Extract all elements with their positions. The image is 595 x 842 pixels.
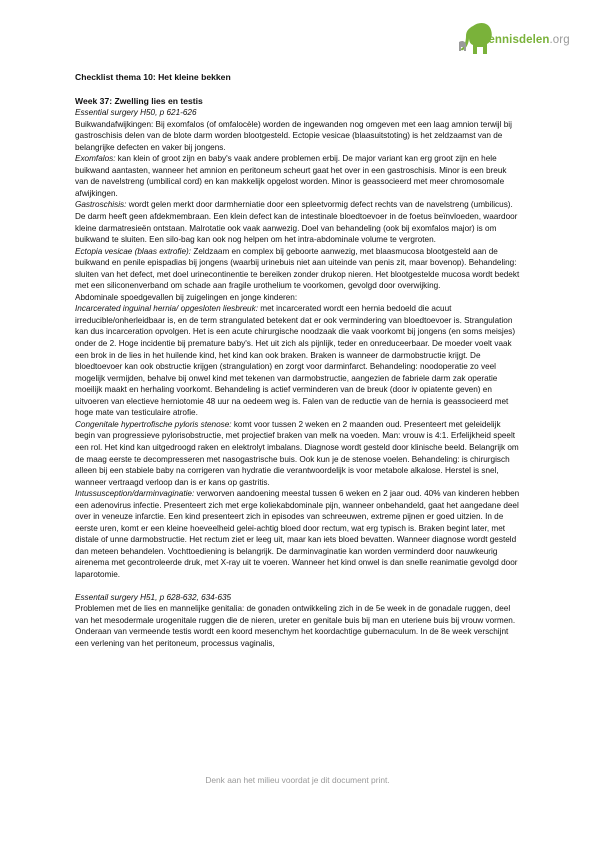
document-body <box>75 72 521 649</box>
paragraph-pyloris: Congenitale hypertrofische pyloris stenose: komt voor tussen 2 weken en 2 maanden oud. Presenteert met geleidelijk begin van progressieve pylorisobstructie, met projectief braken van melk na voeden. Man: vrouw is 4:1. Erfelijkheid speelt een rol. Het kind kan uitgedroogd raken en elektrolyt imbalans. Diagnose wordt gesteld door klinische beeld. Belangrijk om de maag eerste te decompresseren met nasogastrische buis. Ook kun je de stenose voelen. Behandeling: is chirurgisch alleen bij een stabiele baby na corrigeren van hydratie die verantwoordelijk is voor metabole alkalose. Herstel is snel, wanneer vertraagd verloop dan is er kans op gastritis. <box>75 419 519 487</box>
paragraph-ectopia: Ectopia vesicae (blaas extrofie): Zeldzaam en complex bij geboorte aanwezig, met blaasmucosa blootgesteld aan de buikwand en penile epispadias bij jongens (waarbij urinebuis niet aan uiteinde van penis zit, maar bovenop). Behandeling: sluiten van het defect, met doel urinecontinentie te bereiken zonder drukop nieren. Het blootgestelde mucosa wordt bedekt met een siliconenverband om schade aan fragile urothelium te voorkomen, gevolgd door overwijking. <box>75 246 520 291</box>
paragraph-buikwand: Buikwandafwijkingen: Bij exomfalos (of omfalocèle) worden de ingewanden nog omgeven met een laag amnion terwijl bij gastroschisis delen van de blote darm worden blootgesteld. Ectopie vesicae (blaasuitstoting) is het zeldzaamst van de belangrijke defecten en vaker bij jongens. <box>75 119 512 152</box>
paragraph-hernia: Incarcerated inguinal hernia/ opgesloten liesbreuk: met incarcerated wordt een hernia bedoeld die acuut irreducible/onherleidbaar is, en de term strangulated betekent dat er ook vermindering van bloedtoevoer is. Strangulation kan dus incarceration opvolgen. Het is een acute chirurgische noodzaak die vaak voorkomt bij jongens (en soms meisjes) onder de 2. Hoge incidentie bij premature baby's. Het uit zich als pijnlijk, teder en onreduceerbaar. De moeder voelt vaak een brok in de lies in het huilende kind, het kind kan ook braken. Braken is wanneer de darmobstructie krijgt. De bloedtoevoer kan ook obstructie krijgen (strangulation) en zorgt voor darminfarct. Behandeling: noodoperatie zo veel mogelijk vermijden, behalve bij onwel kind met tekenen van darmobstructie, aangezien de fabriele darm zak operatie moeilijk maakt en herhaling voorkomt. Behandeling is actief verminderen van de breuk (door iv opiatente geven) en uitvoeren van electieve herniotomie 48 uur na oedeem weg is. Falen van de reductie van de hernia is geassocieerd met hoge mate van testiculaire atrofie. <box>75 304 516 418</box>
reference-2: Essentail surgery H51, p 628-632, 634-635 <box>75 592 232 602</box>
footer-note: Denk aan het milieu voordat je dit document print. <box>205 775 390 785</box>
document-title: Checklist thema 10: Het kleine bekken <box>75 72 231 82</box>
paragraph-gastroschisis: Gastroschisis: wordt gelen merkt door darmherniatie door een spleetvormig defect rechts van de navelstreng (umbilicus). De darm heeft geen afdekmembraan. Een klein defect kan de intestinale bloedtoevoer in de foetus beïnvloeden, waardoor kleine darmatresieën ontstaan. Malrotatie ook vaak aanwezig. Doel van behandeling (ook bij exomfalos major) is om buikwand te sluiten. Een silo-bag kan ook nog helpen om het intra-abdominale volume te vergroten. <box>75 200 518 245</box>
paragraph-exomfalos: Exomfalos: kan klein of groot zijn en baby's vaak andere problemen erbij. De major variant kan erg groot zijn en hele buikwand aantasten, wanneer het amnion en peritoneum scheurt gaat het over in een gastroschisis. Minor is een breuk van de navelstreng (umbilical cord) en kan makkelijk opgelost worden. Minor is geassocieerd met meer chromosomale afwijkingen. <box>75 154 507 198</box>
reference-1: Essential surgery H50, p 621-626 <box>75 108 197 118</box>
week-heading: Week 37: Zwelling lies en testis <box>75 95 203 106</box>
kennisdelen-logo[interactable] <box>457 20 583 58</box>
paragraph-lies-genitalia: Problemen met de lies en mannelijke genitalia: de gonaden ontwikkeling zich in de 5e week in de gonadale ruggen, deel van het mesodermale urogenitale ruggen die de nieren, ureter en genitale buis bij man en uteriene buis bij vrouw vormen. Onderaan van vermeende testis wordt een koord mesenchym het koordachtige gubernaculum. In de 8e week verschijnt een verlening van het peritoneum, processus vaginalis, <box>75 604 516 648</box>
logo-wordmark: Kennisdelen.org <box>480 34 570 46</box>
paragraph-spoedgevallen: Abdominale spoedgevallen bij zuigelingen en jonge kinderen: <box>75 292 298 302</box>
paragraph-intussusception: Intussusception/darminvaginatie: verworven aandoening meestal tussen 6 weken en 2 jaar oud. 40% van kinderen hebben een adenovirus infectie. Presenteert zich met erge koliekabdominale pijn, wanneer onbehandeld, gaat het aangedane deel over in veneuze infarctie. Een kind presenteert zich in episodes van schreeuwen, extreme pijnen er goed uitzien. In de eerste uren, komt er een kleine hoeveelheid gelei-achtig bloed door rectum, wat erg typisch is. Braken begint later, met distale of unne darmobstructie. Het rectum ziet er leeg uit, maar kan iets bloed bevatten. Wanneer diagnose wordt gesteld dan meteen behandelen. Vochttoediening is belangrijk. De darminvaginatie kan worden verminderd door nauwkeurig airenema met gecontroleerde druk, met X-ray uit te voeren. Wanneer het kind onwel is dan snelle reanimatie gevolgd door laparotomie. <box>75 489 520 579</box>
